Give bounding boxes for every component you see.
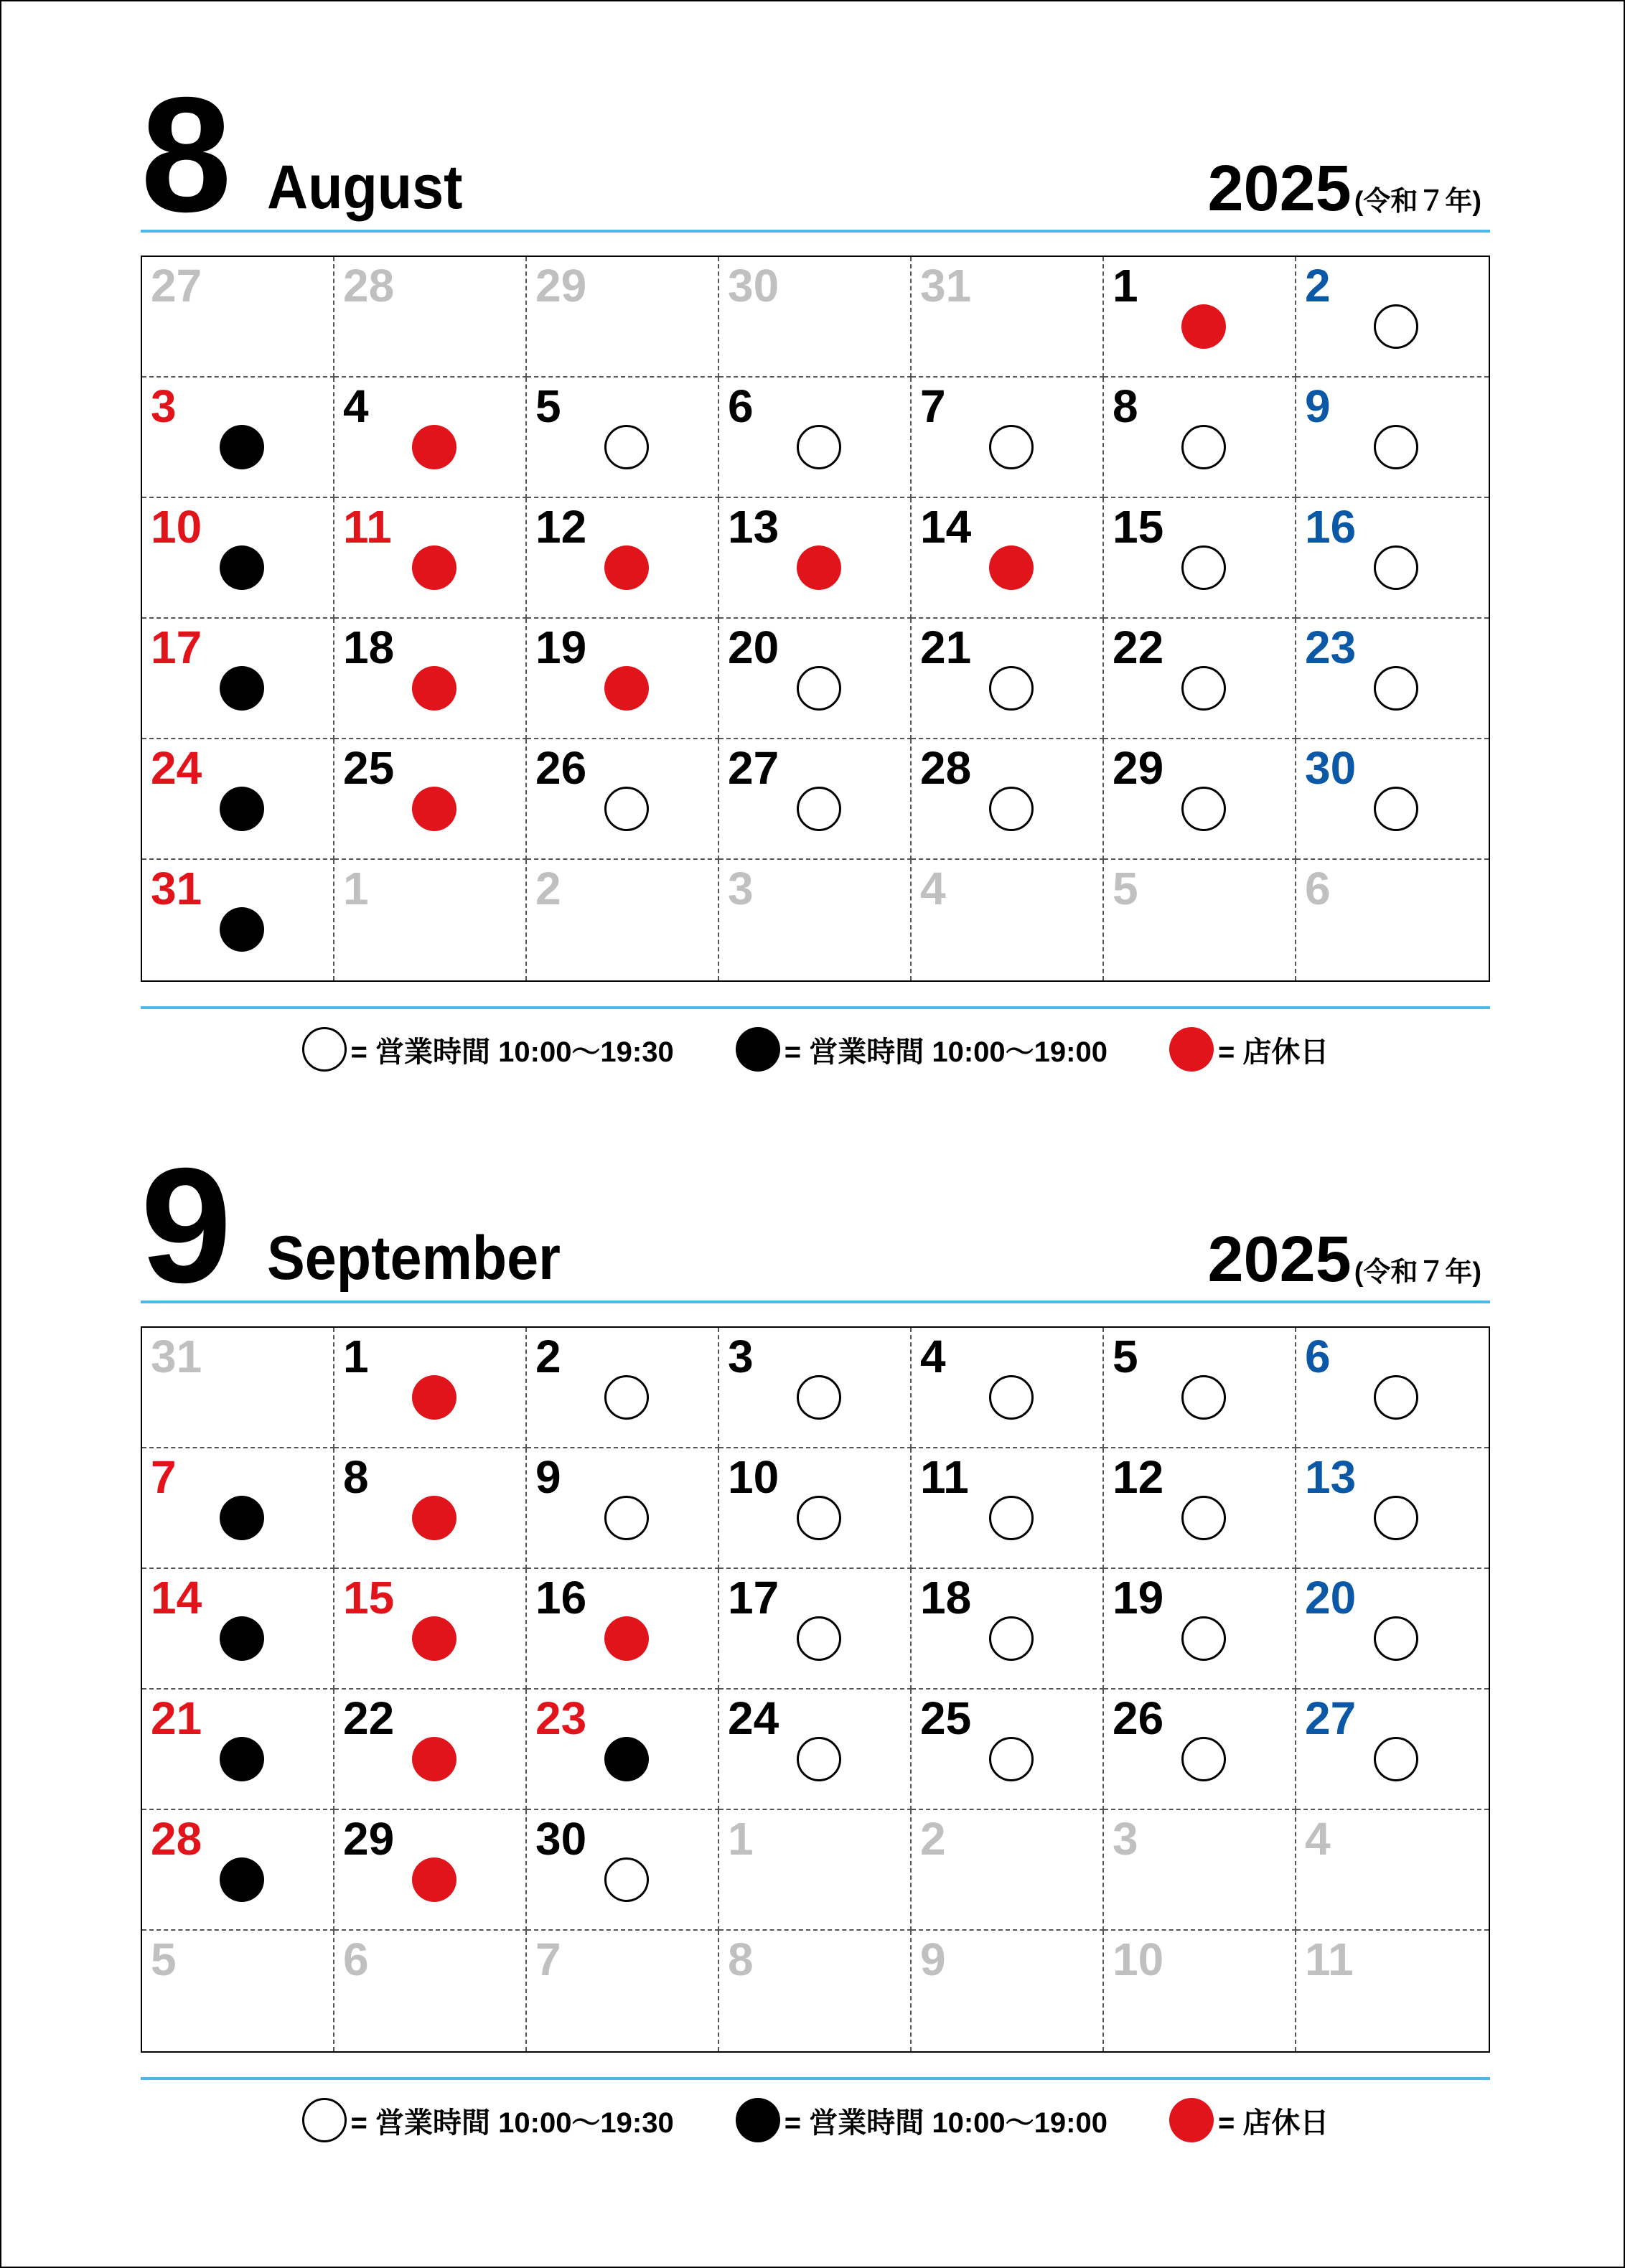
day-cell xyxy=(1104,739,1296,860)
day-number: 23 xyxy=(1305,622,1357,673)
open-circle-icon xyxy=(797,666,841,711)
day-number: 10 xyxy=(151,501,202,553)
legend-item-open xyxy=(302,2098,674,2142)
day-cell xyxy=(1104,257,1296,378)
day-number: 1 xyxy=(1113,260,1138,311)
day-number: 12 xyxy=(1113,1451,1164,1503)
calendar-grid xyxy=(141,1326,1490,2053)
open-circle-icon xyxy=(1181,1737,1226,1781)
day-number: 7 xyxy=(920,380,946,432)
legend xyxy=(141,2091,1490,2149)
day-number: 10 xyxy=(728,1451,779,1503)
day-cell xyxy=(719,1690,912,1810)
day-cell xyxy=(719,1448,912,1569)
day-number: 17 xyxy=(728,1572,779,1623)
day-cell xyxy=(527,498,719,619)
day-number: 16 xyxy=(1305,501,1357,553)
day-number: 19 xyxy=(535,622,587,673)
day-number: 27 xyxy=(1305,1692,1357,1744)
open-circle-icon xyxy=(1374,545,1418,590)
open-circle-icon xyxy=(797,1737,841,1781)
day-number: 9 xyxy=(920,1934,946,1985)
day-number: 11 xyxy=(1305,1934,1354,1985)
month-name: August xyxy=(267,153,463,222)
day-cell xyxy=(142,1810,334,1931)
day-number: 31 xyxy=(151,863,202,914)
open-circle-icon xyxy=(1181,1375,1226,1420)
day-number: 18 xyxy=(920,1572,972,1623)
open-circle-icon xyxy=(1374,1616,1418,1661)
day-number: 28 xyxy=(920,742,972,794)
month-number: 8 xyxy=(141,64,229,246)
day-cell xyxy=(1296,619,1489,739)
open-circle-icon xyxy=(1374,1496,1418,1540)
day-cell xyxy=(1104,860,1296,980)
black-dot-icon xyxy=(220,1496,264,1540)
day-cell xyxy=(527,257,719,378)
day-cell xyxy=(142,257,334,378)
open-circle-icon xyxy=(989,425,1034,469)
day-cell xyxy=(334,1328,527,1448)
legend-item-black xyxy=(736,1027,1107,1072)
day-number: 5 xyxy=(151,1934,177,1985)
red-dot-icon xyxy=(412,787,456,831)
day-cell xyxy=(719,257,912,378)
open-circle-icon xyxy=(1181,1616,1226,1661)
legend-rule xyxy=(141,1006,1490,1009)
day-number: 6 xyxy=(343,1934,369,1985)
month-header xyxy=(141,1135,1490,1317)
red-dot-icon xyxy=(412,666,456,711)
open-circle-icon xyxy=(797,1496,841,1540)
day-number: 30 xyxy=(1305,742,1357,794)
day-number: 8 xyxy=(728,1934,754,1985)
day-cell xyxy=(1104,378,1296,498)
red-dot-icon xyxy=(412,1737,456,1781)
day-cell xyxy=(719,498,912,619)
day-number: 13 xyxy=(1305,1451,1357,1503)
open-circle-icon xyxy=(604,425,649,469)
day-cell xyxy=(1104,1931,1296,2051)
day-cell xyxy=(1296,1448,1489,1569)
day-cell xyxy=(1296,257,1489,378)
black-dot-icon xyxy=(220,1737,264,1781)
day-cell xyxy=(1296,1931,1489,2051)
legend-text: = 営業時間 10:00～19:30 xyxy=(350,1036,674,1068)
day-number: 3 xyxy=(728,863,754,914)
day-number: 26 xyxy=(1113,1692,1164,1744)
open-circle-icon xyxy=(1374,425,1418,469)
open-circle-icon xyxy=(989,666,1034,711)
day-cell xyxy=(912,257,1104,378)
day-cell xyxy=(912,1569,1104,1690)
red-dot-icon xyxy=(412,1616,456,1661)
red-dot-icon xyxy=(604,545,649,590)
day-cell xyxy=(142,1448,334,1569)
era-label: (令和７年) xyxy=(1354,1257,1481,1288)
month-name: September xyxy=(267,1224,561,1293)
day-number: 21 xyxy=(920,622,972,673)
day-cell xyxy=(912,1448,1104,1569)
black-dot-icon xyxy=(220,907,264,952)
day-cell xyxy=(334,378,527,498)
open-circle-icon xyxy=(1181,787,1226,831)
day-number: 9 xyxy=(535,1451,561,1503)
red-dot-icon xyxy=(412,1496,456,1540)
legend-text: = 営業時間 10:00～19:00 xyxy=(784,1036,1107,1068)
day-cell xyxy=(527,1931,719,2051)
day-cell xyxy=(912,860,1104,980)
year-label xyxy=(1207,153,1481,225)
day-number: 29 xyxy=(535,260,587,311)
day-number: 8 xyxy=(343,1451,369,1503)
day-number: 21 xyxy=(151,1692,202,1744)
day-cell xyxy=(142,378,334,498)
open-circle-icon xyxy=(604,1496,649,1540)
day-number: 2 xyxy=(535,863,561,914)
day-number: 20 xyxy=(1305,1572,1357,1623)
day-cell xyxy=(912,1690,1104,1810)
day-cell xyxy=(527,1448,719,1569)
day-number: 24 xyxy=(728,1692,779,1744)
open-circle-icon xyxy=(989,787,1034,831)
day-number: 22 xyxy=(1113,622,1164,673)
day-cell xyxy=(334,1569,527,1690)
era-label: (令和７年) xyxy=(1354,187,1481,217)
header-rule xyxy=(141,1301,1490,1303)
open-circle-icon xyxy=(1181,1496,1226,1540)
day-number: 4 xyxy=(920,1331,946,1382)
day-cell xyxy=(719,1328,912,1448)
day-cell xyxy=(912,1328,1104,1448)
day-number: 27 xyxy=(151,260,202,311)
day-cell xyxy=(1296,739,1489,860)
open-circle-icon xyxy=(989,1616,1034,1661)
year-label xyxy=(1207,1224,1481,1295)
day-cell xyxy=(1296,498,1489,619)
day-cell xyxy=(334,1690,527,1810)
day-cell xyxy=(719,1810,912,1931)
day-cell xyxy=(912,739,1104,860)
open-circle-icon xyxy=(302,1027,347,1072)
day-number: 7 xyxy=(535,1934,561,1985)
day-cell xyxy=(719,1569,912,1690)
day-number: 13 xyxy=(728,501,779,553)
day-number: 3 xyxy=(1113,1813,1138,1865)
day-cell xyxy=(1104,1569,1296,1690)
day-cell xyxy=(527,739,719,860)
open-circle-icon xyxy=(797,1616,841,1661)
day-number: 6 xyxy=(1305,1331,1331,1382)
month-header xyxy=(141,64,1490,246)
day-number: 24 xyxy=(151,742,202,794)
day-cell xyxy=(334,1810,527,1931)
day-number: 1 xyxy=(343,863,369,914)
day-cell xyxy=(527,619,719,739)
open-circle-icon xyxy=(797,1375,841,1420)
day-number: 27 xyxy=(728,742,779,794)
day-cell xyxy=(334,860,527,980)
legend xyxy=(141,1021,1490,1078)
day-cell xyxy=(719,860,912,980)
day-number: 29 xyxy=(1113,742,1164,794)
day-number: 11 xyxy=(920,1451,969,1503)
day-cell xyxy=(142,1328,334,1448)
day-number: 1 xyxy=(343,1331,369,1382)
day-cell xyxy=(527,378,719,498)
day-cell xyxy=(1104,619,1296,739)
day-number: 25 xyxy=(343,742,395,794)
day-cell xyxy=(527,1690,719,1810)
open-circle-icon xyxy=(797,425,841,469)
day-cell xyxy=(912,378,1104,498)
day-number: 6 xyxy=(1305,863,1331,914)
day-cell xyxy=(334,498,527,619)
open-circle-icon xyxy=(604,1375,649,1420)
day-number: 1 xyxy=(728,1813,754,1865)
day-number: 5 xyxy=(535,380,561,432)
red-dot-icon xyxy=(412,1375,456,1420)
month-number: 9 xyxy=(141,1135,229,1317)
day-number: 30 xyxy=(728,260,779,311)
day-number: 4 xyxy=(920,863,946,914)
legend-item-red xyxy=(1169,2098,1329,2142)
day-cell xyxy=(1104,1810,1296,1931)
day-number: 15 xyxy=(343,1572,395,1623)
open-circle-icon xyxy=(1374,304,1418,349)
legend-text: = 店休日 xyxy=(1217,2107,1329,2139)
day-number: 28 xyxy=(151,1813,202,1865)
day-cell xyxy=(912,1931,1104,2051)
legend-text: = 店休日 xyxy=(1217,1036,1329,1068)
day-number: 23 xyxy=(535,1692,587,1744)
legend-item-open xyxy=(302,1027,674,1072)
header-rule xyxy=(141,230,1490,233)
day-cell xyxy=(1104,1448,1296,1569)
day-number: 9 xyxy=(1305,380,1331,432)
day-cell xyxy=(1296,1810,1489,1931)
day-number: 7 xyxy=(151,1451,177,1503)
legend-item-red xyxy=(1169,1027,1329,1072)
day-cell xyxy=(1104,498,1296,619)
red-dot-icon xyxy=(412,1857,456,1902)
black-dot-icon xyxy=(736,2098,780,2142)
day-cell xyxy=(1104,1690,1296,1810)
day-number: 31 xyxy=(920,260,972,311)
day-number: 26 xyxy=(535,742,587,794)
red-dot-icon xyxy=(1169,2098,1214,2142)
day-cell xyxy=(334,257,527,378)
black-dot-icon xyxy=(220,425,264,469)
year-number: 2025 xyxy=(1207,153,1352,225)
day-cell xyxy=(1104,1328,1296,1448)
day-cell xyxy=(142,1931,334,2051)
open-circle-icon xyxy=(1374,1375,1418,1420)
day-number: 10 xyxy=(1113,1934,1164,1985)
black-dot-icon xyxy=(220,1616,264,1661)
day-cell xyxy=(142,498,334,619)
day-number: 20 xyxy=(728,622,779,673)
day-cell xyxy=(719,739,912,860)
day-number: 14 xyxy=(151,1572,202,1623)
red-dot-icon xyxy=(1181,304,1226,349)
day-cell xyxy=(912,1810,1104,1931)
day-cell xyxy=(142,739,334,860)
day-number: 29 xyxy=(343,1813,395,1865)
day-cell xyxy=(334,1931,527,2051)
day-cell xyxy=(334,619,527,739)
open-circle-icon xyxy=(302,2098,347,2142)
day-number: 12 xyxy=(535,501,587,553)
black-dot-icon xyxy=(220,545,264,590)
day-number: 14 xyxy=(920,501,972,553)
day-cell xyxy=(1296,378,1489,498)
legend-rule xyxy=(141,2077,1490,2080)
black-dot-icon xyxy=(220,1857,264,1902)
day-cell xyxy=(142,1690,334,1810)
year-number: 2025 xyxy=(1207,1224,1352,1295)
open-circle-icon xyxy=(604,787,649,831)
day-cell xyxy=(142,619,334,739)
red-dot-icon xyxy=(604,666,649,711)
day-number: 2 xyxy=(1305,260,1331,311)
day-number: 5 xyxy=(1113,863,1138,914)
open-circle-icon xyxy=(1181,425,1226,469)
day-number: 17 xyxy=(151,622,202,673)
day-cell xyxy=(719,619,912,739)
day-cell xyxy=(719,1931,912,2051)
red-dot-icon xyxy=(1169,1027,1214,1072)
day-number: 4 xyxy=(343,380,369,432)
day-cell xyxy=(1296,1690,1489,1810)
day-number: 2 xyxy=(535,1331,561,1382)
open-circle-icon xyxy=(604,1857,649,1902)
day-number: 11 xyxy=(343,501,392,553)
day-cell xyxy=(142,1569,334,1690)
legend-text: = 営業時間 10:00～19:30 xyxy=(350,2107,674,2139)
month-september xyxy=(141,1135,1490,2149)
day-cell xyxy=(912,619,1104,739)
open-circle-icon xyxy=(1374,666,1418,711)
day-cell xyxy=(1296,1569,1489,1690)
day-cell xyxy=(527,1328,719,1448)
day-cell xyxy=(527,860,719,980)
open-circle-icon xyxy=(989,1375,1034,1420)
day-cell xyxy=(719,378,912,498)
day-cell xyxy=(1296,1328,1489,1448)
open-circle-icon xyxy=(989,1737,1034,1781)
day-number: 2 xyxy=(920,1813,946,1865)
red-dot-icon xyxy=(989,545,1034,590)
day-number: 5 xyxy=(1113,1331,1138,1382)
open-circle-icon xyxy=(797,787,841,831)
day-cell xyxy=(142,860,334,980)
open-circle-icon xyxy=(1374,1737,1418,1781)
day-number: 16 xyxy=(535,1572,587,1623)
day-cell xyxy=(527,1569,719,1690)
day-number: 25 xyxy=(920,1692,972,1744)
day-number: 15 xyxy=(1113,501,1164,553)
day-number: 19 xyxy=(1113,1572,1164,1623)
legend-item-black xyxy=(736,2098,1107,2142)
open-circle-icon xyxy=(989,1496,1034,1540)
red-dot-icon xyxy=(412,425,456,469)
day-number: 18 xyxy=(343,622,395,673)
day-number: 22 xyxy=(343,1692,395,1744)
open-circle-icon xyxy=(1181,545,1226,590)
black-dot-icon xyxy=(220,666,264,711)
day-number: 30 xyxy=(535,1813,587,1865)
black-dot-icon xyxy=(220,787,264,831)
day-number: 28 xyxy=(343,260,395,311)
day-number: 3 xyxy=(728,1331,754,1382)
red-dot-icon xyxy=(797,545,841,590)
day-cell xyxy=(1296,860,1489,980)
calendar-grid xyxy=(141,256,1490,982)
open-circle-icon xyxy=(1181,666,1226,711)
day-cell xyxy=(912,498,1104,619)
day-number: 31 xyxy=(151,1331,202,1382)
legend-text: = 営業時間 10:00～19:00 xyxy=(784,2107,1107,2139)
day-cell xyxy=(527,1810,719,1931)
month-august xyxy=(141,64,1490,1078)
black-dot-icon xyxy=(736,1027,780,1072)
day-number: 4 xyxy=(1305,1813,1331,1865)
day-number: 3 xyxy=(151,380,177,432)
day-cell xyxy=(334,739,527,860)
red-dot-icon xyxy=(412,545,456,590)
red-dot-icon xyxy=(604,1616,649,1661)
day-number: 6 xyxy=(728,380,754,432)
open-circle-icon xyxy=(1374,787,1418,831)
day-cell xyxy=(334,1448,527,1569)
black-dot-icon xyxy=(604,1737,649,1781)
day-number: 8 xyxy=(1113,380,1138,432)
